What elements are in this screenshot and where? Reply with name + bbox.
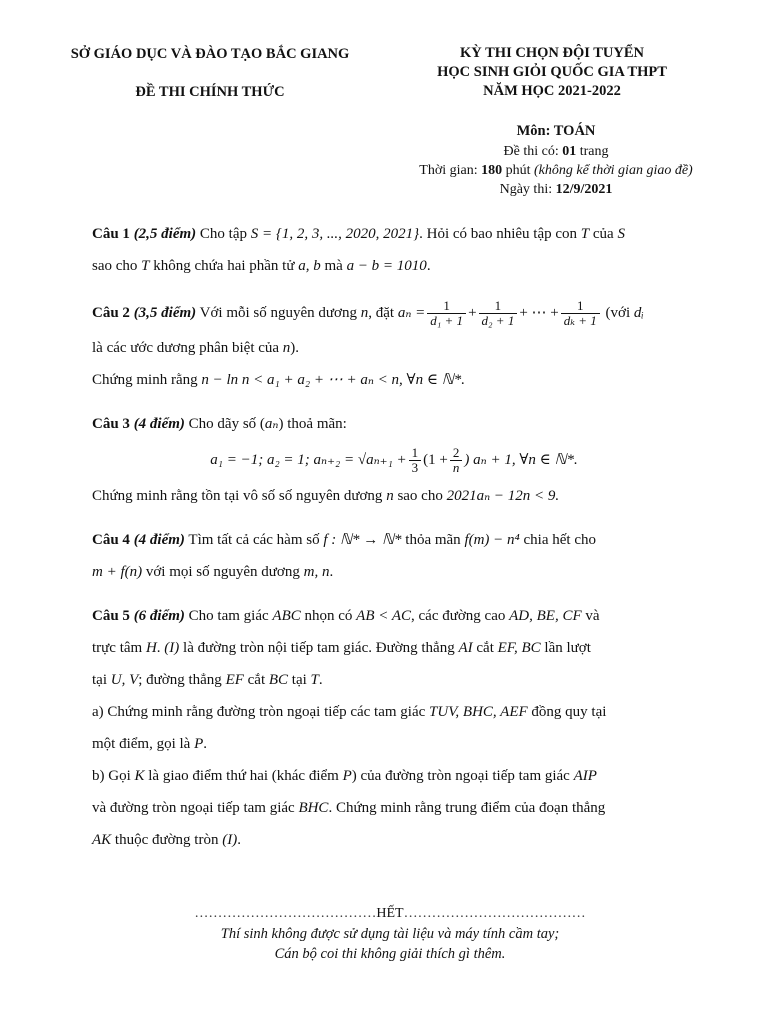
exam-date: Ngày thi: 12/9/2021 (499, 182, 613, 197)
subject: Môn: TOÁN (516, 123, 596, 139)
exam-title-line1: KỲ THI CHỌN ĐỘI TUYỂN (460, 45, 644, 61)
header-right (392, 44, 712, 101)
q5-line3: tại U, V; đường thẳng EF cắt BC tại T. (92, 672, 323, 688)
question-1 (92, 218, 696, 282)
q5-line2: trực tâm H. (I) là đường tròn nội tiếp tam giác. Đường thẳng AI cắt EF, BC lần lượt (92, 640, 591, 656)
q4-line1: Câu 4 (4 điểm) Tìm tất cả các hàm số f : ℕ* → ℕ* thỏa mãn f(m) − n⁴ chia hết cho (92, 532, 596, 548)
fraction: $\frac{1}{\text{d₂ + 1}}$ (479, 299, 518, 328)
q4-line2: m + f(n) với mọi số nguyên dương m, n. (92, 564, 334, 580)
q2-line1: Câu 2 (3,5 điểm) Với mỗi số nguyên dương n, đặt aₙ = $\frac{1}{\text{d₁ + 1}}$ + $\frac{1}{\text{d₂ + 1}}$ + ⋯ + $\frac{1}{\text{dₖ + 1}}$ (với dᵢ (92, 298, 644, 329)
fraction: $\frac{2}{n}$ (450, 446, 463, 475)
q3-recurrence: a₁ = −1; a₂ = 1; aₙ₊₂ = √aₙ₊₁ + $\frac{1}{3}$ (1 + $\frac{2}{n}$ ) aₙ + 1, ∀n ∈ ℕ*. (210, 445, 578, 476)
footer-note-1: Thí sinh không được sử dụng tài liệu và máy tính cầm tay; (220, 926, 560, 942)
header-left (40, 44, 380, 102)
q2-line3: Chứng minh rằng n − ln n < a₁ + a₂ + ⋯ + aₙ < n, ∀n ∈ ℕ*. (92, 372, 465, 388)
question-4 (92, 524, 696, 588)
exam-title-line2: HỌC SINH GIỎI QUỐC GIA THPT (437, 64, 667, 80)
q1-line1: Câu 1 (2,5 điểm) Cho tập S = {1, 2, 3, ..., 2020, 2021}. Hỏi có bao nhiêu tập con T của S (92, 226, 625, 242)
q3-line1: Câu 3 (4 điểm) Cho dãy số (aₙ) thoả mãn: (92, 416, 347, 432)
question-3 (92, 408, 696, 512)
fraction: $\frac{1}{3}$ (409, 446, 422, 475)
department-name: SỞ GIÁO DỤC VÀ ĐÀO TẠO BẮC GIANG (70, 46, 350, 62)
q1-line2: sao cho T không chứa hai phần tử a, b mà a − b = 1010. (92, 258, 431, 274)
q5-line1: Câu 5 (6 điểm) Cho tam giác ABC nhọn có AB < AC, các đường cao AD, BE, CF và (92, 608, 600, 624)
question-5 (92, 600, 696, 856)
q3-line3: Chứng minh rằng tồn tại vô số số nguyên dương n sao cho 2021aₙ − 12n < 9. (92, 488, 560, 504)
exam-year: NĂM HỌC 2021-2022 (483, 83, 621, 99)
q5-part-a-line1: a) Chứng minh rằng đường tròn ngoại tiếp các tam giác TUV, BHC, AEF đồng quy tại (92, 704, 607, 720)
official-label: ĐỀ THI CHÍNH THỨC (135, 84, 285, 100)
fraction: $\frac{1}{\text{dₖ + 1}}$ (561, 299, 600, 328)
footer (150, 904, 630, 964)
q5-part-b-line3: AK thuộc đường tròn (I). (92, 832, 241, 848)
questions (92, 218, 696, 868)
exam-meta (396, 122, 716, 199)
footer-note-2: Cán bộ coi thi không giải thích gì thêm. (274, 946, 506, 962)
question-2 (92, 294, 696, 396)
q5-part-a-line2: một điểm, gọi là P. (92, 736, 207, 752)
q2-line2: là các ước dương phân biệt của n). (92, 340, 300, 356)
fraction: $\frac{1}{\text{d₁ + 1}}$ (427, 299, 466, 328)
end-marker: …………………………………HẾT………………………………… (194, 906, 586, 921)
time-limit: Thời gian: 180 phút (không kể thời gian giao đề) (419, 163, 693, 178)
q5-part-b-line2: và đường tròn ngoại tiếp tam giác BHC. Chứng minh rằng trung điểm của đoạn thẳng (92, 800, 606, 816)
page-count: Đề thi có: 01 trang (503, 144, 609, 159)
q5-part-b-line1: b) Gọi K là giao điểm thứ hai (khác điểm P) của đường tròn ngoại tiếp tam giác AIP (92, 768, 597, 784)
